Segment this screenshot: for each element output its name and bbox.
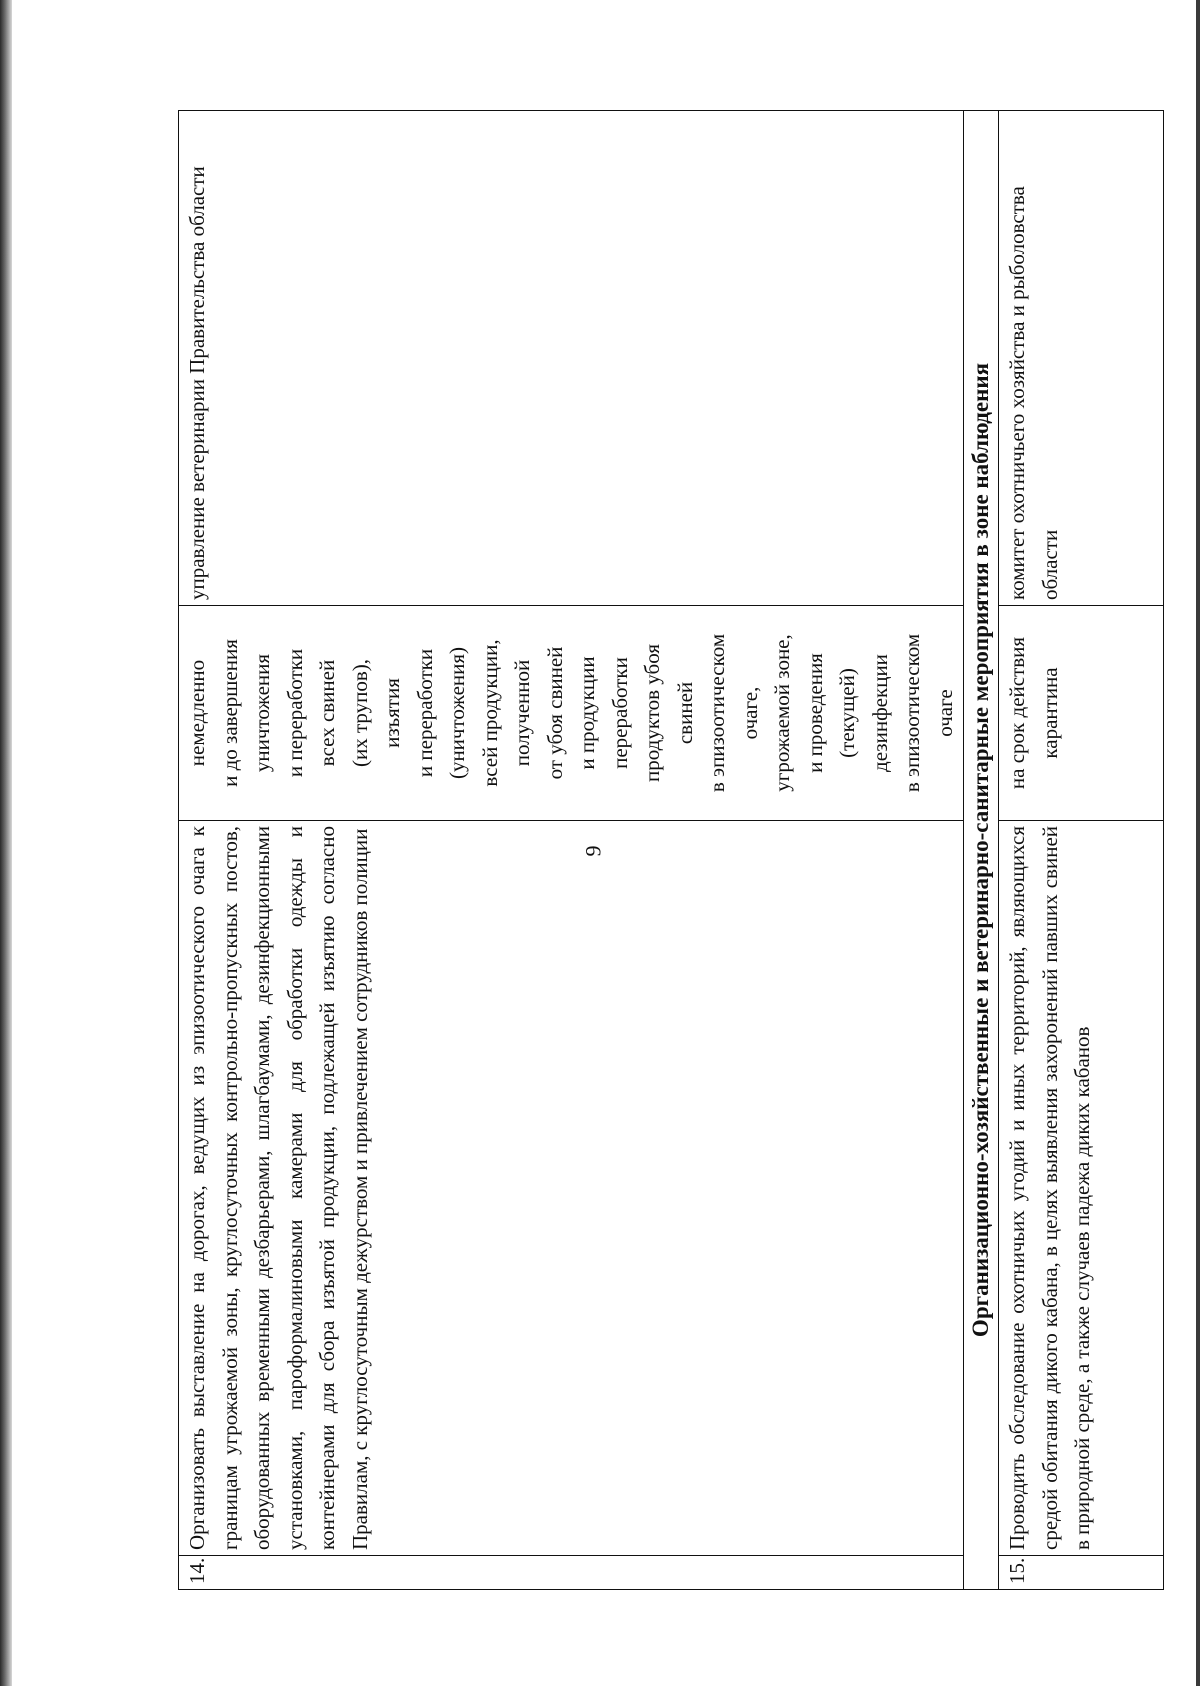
- action-cell: Проводить обследование охотничьих угодий и иных территорий, являющихся средой обитания дикого кабана, в целях выявления захоронений павших свиней в природной среде, а также случаев падежа диких кабанов: [999, 821, 1164, 1556]
- term-line: всех свиней: [315, 659, 339, 767]
- table-row: [179, 111, 964, 1590]
- row-number: 14.: [179, 1556, 964, 1590]
- section-heading-row: [964, 111, 999, 1590]
- term-line: от убоя свиней: [542, 646, 567, 780]
- term-line: очаге: [932, 689, 957, 737]
- action-cell: Организовать выставление на дорогах, ведущих из эпизоотического очага к границам угрожаемой зоны, круглосуточных контрольно-пропускных постов, оборудованных временными дезбарьерами, шлагбаумами, дезинфекционными установками, пароформалиновыми камерами для обработки одежды и контейнерами для сбора изъятой продукции, подлежащей изъятию согласно Правилам, с круглосуточным дежурством и привлечением сотрудников полиции: [179, 821, 964, 1556]
- responsible-cell: управление ветеринарии Правительства области: [179, 111, 964, 606]
- row-number: 15.: [999, 1556, 1164, 1590]
- term-line: уничтожения: [250, 653, 274, 773]
- term-line: (текущей): [835, 668, 859, 758]
- section-heading: Организационно-хозяйственные и ветеринарно-санитарные мероприятия в зоне наблюдения: [964, 111, 999, 1590]
- term-line: (уничтожения): [445, 646, 469, 780]
- term-line: дезинфекции: [867, 654, 892, 772]
- term-line: полученной: [510, 659, 534, 767]
- term-line: и переработки: [282, 648, 307, 778]
- term-line: продуктов убоя: [640, 644, 664, 782]
- term-cell: [179, 606, 964, 821]
- term-line: и продукции: [575, 656, 599, 770]
- measures-table: [178, 110, 1164, 1590]
- term-line: переработки: [607, 657, 632, 769]
- page-number: 9: [580, 845, 606, 857]
- term-line: немедленно: [185, 659, 209, 767]
- scan-edge-left: [0, 0, 12, 1686]
- term-line: всей продукции,: [477, 639, 502, 787]
- term-line: изъятия: [380, 678, 404, 748]
- term-line: угрожаемой зоне,: [770, 634, 794, 792]
- term-line: и проведения: [802, 653, 827, 773]
- term-line: в эпизоотическом: [705, 633, 729, 793]
- responsible-cell: комитет охотничьего хозяйства и рыболовства области: [999, 111, 1164, 606]
- term-cell: на срок действия карантина: [999, 606, 1164, 821]
- term-line: в эпизоотическом: [900, 633, 924, 793]
- term-line: свиней: [672, 681, 697, 745]
- term-line: (их трупов),: [347, 658, 372, 768]
- scan-edge-right: [1196, 0, 1200, 1686]
- table-row: [999, 111, 1164, 1590]
- term-line: и до завершения: [217, 639, 242, 787]
- term-line: и переработки: [412, 648, 437, 778]
- term-line: очаге,: [737, 686, 762, 740]
- rotated-table-sheet: [178, 110, 1118, 1590]
